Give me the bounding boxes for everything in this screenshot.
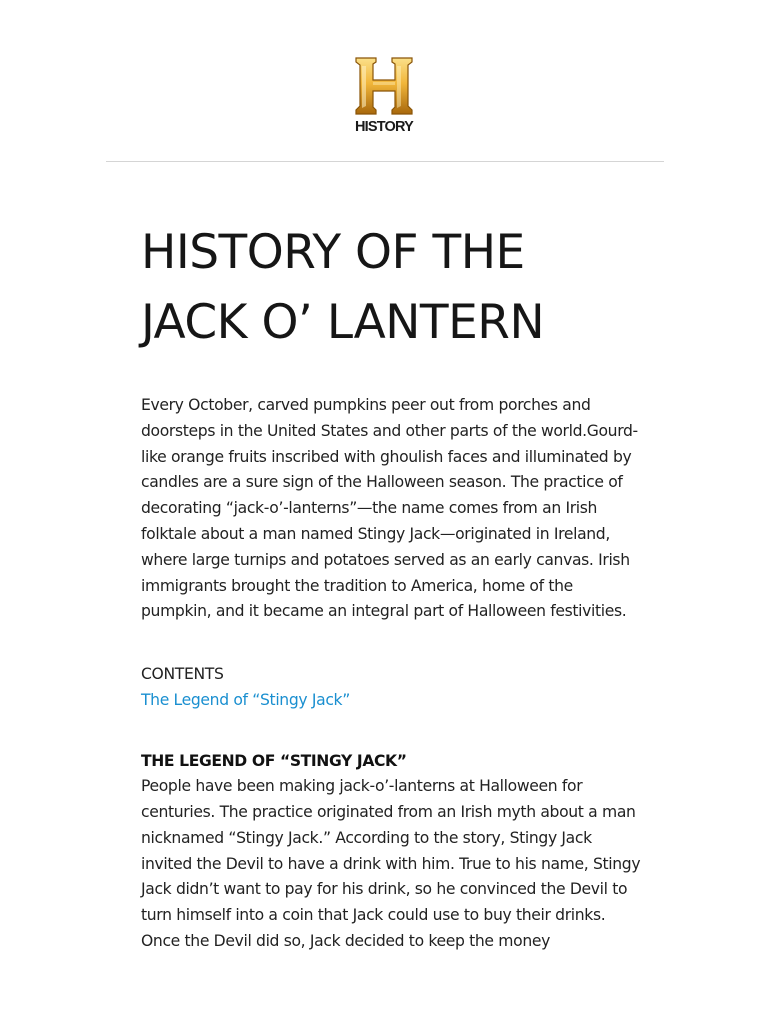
article-title: HISTORY OF THE JACK O’ LANTERN — [141, 225, 545, 350]
article — [141, 218, 641, 955]
history-logo-wordmark: HISTORY — [354, 119, 414, 135]
history-logo[interactable] — [346, 56, 422, 136]
toc-link-stingy-jack[interactable]: The Legend of “Stingy Jack” — [141, 691, 350, 710]
site-header — [0, 0, 768, 162]
article-intro: Every October, carved pumpkins peer out from porches and doorsteps in the United States and other parts of the world.Gourd-like orange fruits inscribed with ghoulish faces and illuminated by candles are a sure sign of the Halloween season. The practice of decorating “jack-o’-lanterns”—the name comes from an Irish folktale about a man named Stingy Jack—originated in Ireland, where large turnips and potatoes served as an early canvas. Irish immigrants brought the tradition to America, home of the pumpkin, and it became an integral part of Halloween festivities. — [141, 396, 638, 621]
history-logo-icon — [346, 56, 422, 118]
table-of-contents — [141, 687, 641, 713]
section-heading: THE LEGEND OF “STINGY JACK” — [141, 752, 407, 771]
contents-label: CONTENTS — [141, 665, 224, 684]
section-body: People have been making jack-o’-lanterns at Halloween for centuries. The practice originated from an Irish myth about a man nicknamed “Stingy Jack.” According to the story, Stingy Jack invited the Devil to have a drink with him. True to his name, Stingy Jack didn’t want to pay for his drink, so he convinced the Devil to turn himself into a coin that Jack could use to buy their drinks. Once the Devil did so, Jack decided to keep the money — [141, 777, 641, 950]
header-divider — [106, 161, 664, 162]
